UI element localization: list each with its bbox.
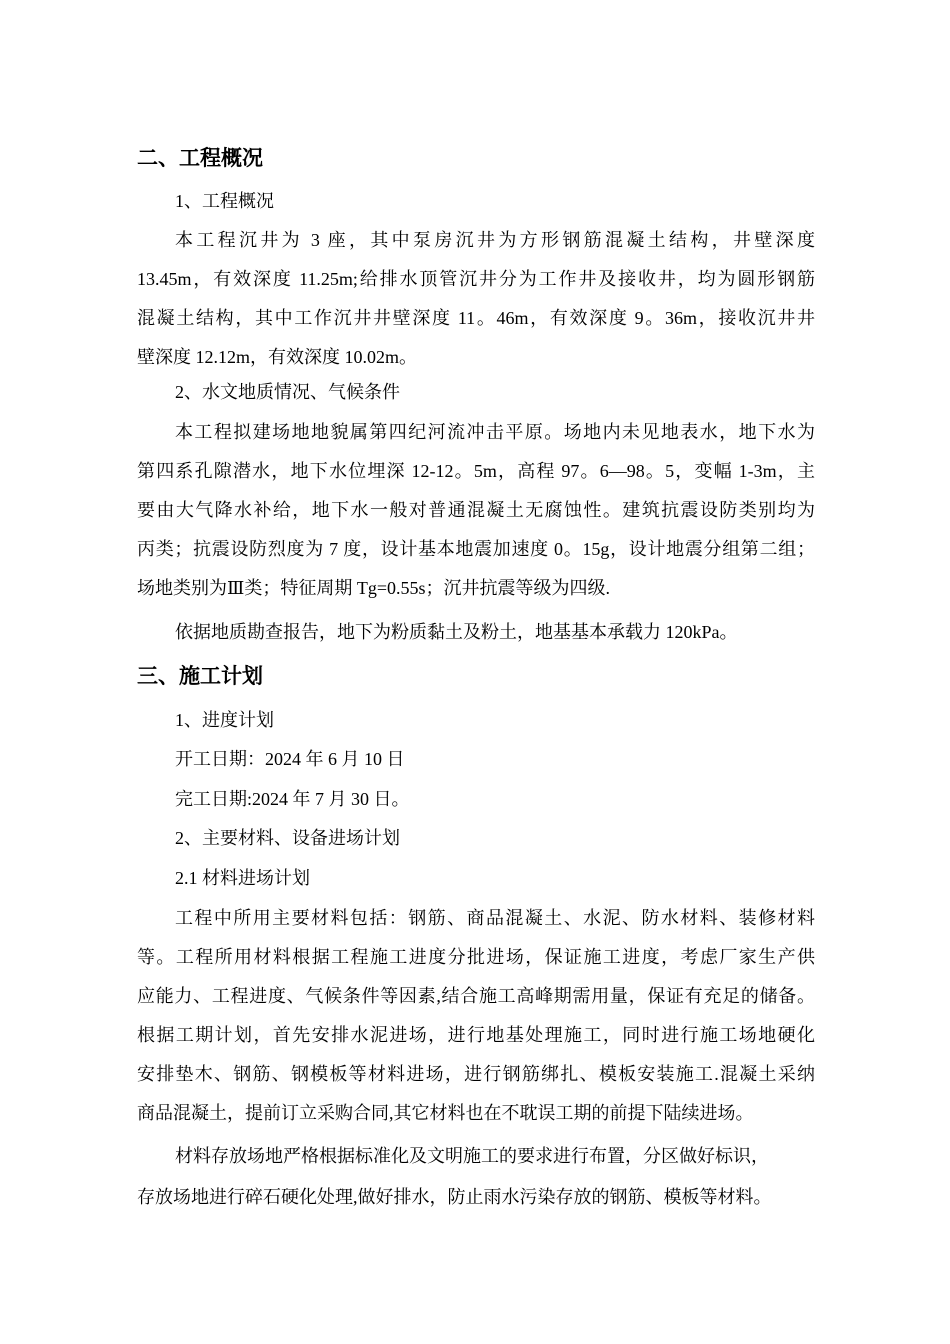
paragraph-line: 本工程拟建场地地貌属第四纪河流冲击平原。场地内未见地表水，地下水为 [175,422,815,442]
end-date: 完工日期:2024 年 7 月 30 日。 [175,789,410,809]
paragraph-line: 壁深度 12.12m，有效深度 10.02m。 [137,347,418,367]
paragraph-line: 安排垫木、钢筋、钢模板等材料进场，进行钢筋绑扎、模板安装施工.混凝土采纳 [137,1064,815,1084]
start-date: 开工日期：2024 年 6 月 10 日 [175,749,405,769]
paragraph-line: 本工程沉井为 3 座，其中泵房沉井为方形钢筋混凝土结构，井壁深度 [175,230,815,250]
paragraph-line: 商品混凝土，提前订立采购合同,其它材料也在不耽误工期的前提下陆续进场。 [137,1103,754,1123]
paragraph-line: 要由大气降水补给，地下水一般对普通混凝土无腐蚀性。建筑抗震设防类别均为 [137,500,815,520]
paragraph-line: 存放场地进行碎石硬化处理,做好排水，防止雨水污染存放的钢筋、模板等材料。 [137,1187,772,1207]
paragraph-line: 13.45m，有效深度 11.25m;给排水顶管沉井分为工作井及接收井，均为圆形钢筋 [137,269,815,289]
paragraph-line: 等。工程所用材料根据工程施工进度分批进场，保证施工进度，考虑厂家生产供 [137,947,815,967]
subheading: 1、进度计划 [175,710,274,730]
paragraph-line: 混凝土结构，其中工作沉井井壁深度 11。46m，有效深度 9。36m，接收沉井井 [137,308,815,328]
paragraph-line: 材料存放场地严格根据标准化及文明施工的要求进行布置，分区做好标识， [175,1146,769,1166]
paragraph-line: 工程中所用主要材料包括：钢筋、商品混凝土、水泥、防水材料、装修材料 [175,908,815,928]
section-heading: 三、施工计划 [137,664,263,688]
paragraph-line: 丙类；抗震设防烈度为 7 度，设计基本地震加速度 0。15g，设计地震分组第二组； [137,539,815,559]
subheading: 1、工程概况 [175,191,274,211]
paragraph-line: 第四系孔隙潜水，地下水位埋深 12-12。5m，高程 97。6—98。5，变幅 1-3m，主 [137,461,815,481]
subheading: 2.1 材料进场计划 [175,868,310,888]
paragraph-line: 根据工期计划，首先安排水泥进场，进行地基处理施工，同时进行施工场地硬化 [137,1025,815,1045]
subheading: 2、主要材料、设备进场计划 [175,828,400,848]
paragraph-line: 场地类别为Ⅲ类；特征周期 Tg=0.55s；沉井抗震等级为四级. [137,578,611,598]
subheading: 2、水文地质情况、气候条件 [175,382,400,402]
paragraph-single: 依据地质勘查报告，地下为粉质黏土及粉土，地基基本承载力 120kPa。 [175,622,738,642]
paragraph-line: 应能力、工程进度、气候条件等因素,结合施工高峰期需用量，保证有充足的储备。 [137,986,815,1006]
section-heading: 二、工程概况 [137,146,263,170]
